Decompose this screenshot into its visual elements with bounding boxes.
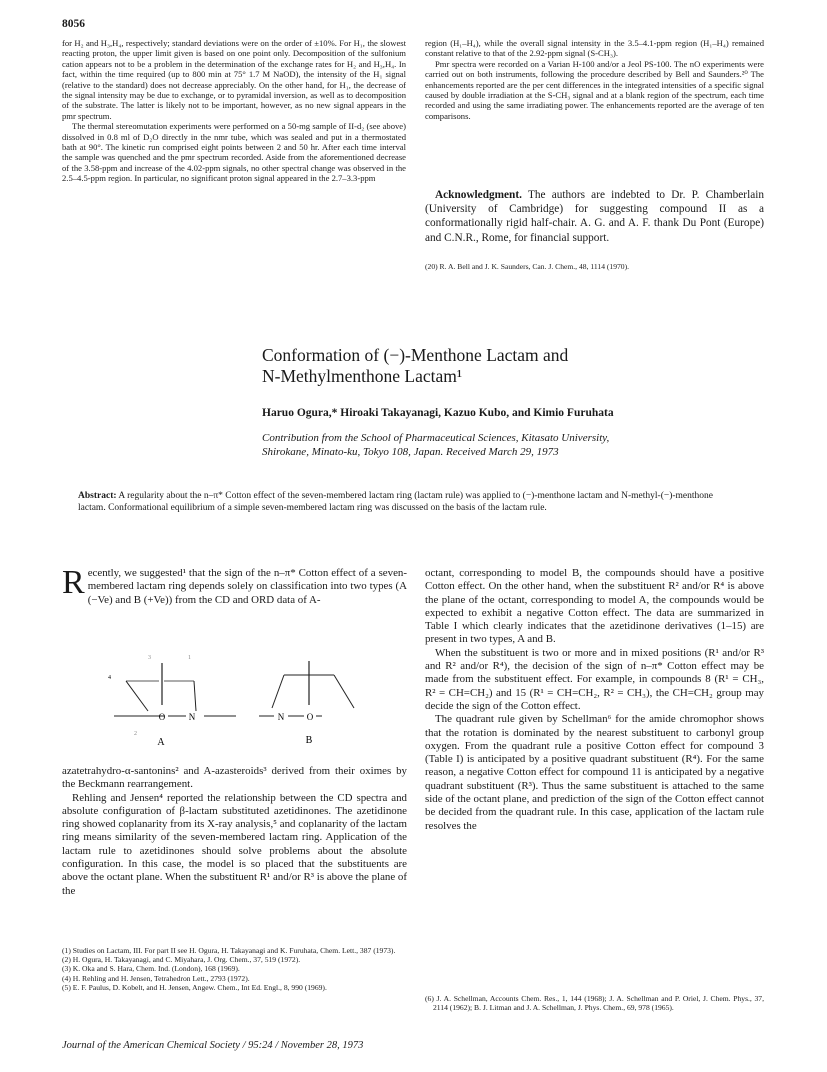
left-paragraph-2: Rehling and Jensen⁴ reported the relationship between the CD spectra and absolute configuration of β-lactam substituted azetidinones. The azetidinone ring showed coplanarity from its X-ray analysis,⁵ and coplanarity of the lactam ring means similarity of the seven-membered lactam ring. Application of the lactam rule to azetidinones should solve problems about the absolute configuration. In this case, the model is so placed that the substituents are above the octant plane. When the substituent R¹ and/or R³ is above the plane of the: [62, 791, 407, 897]
model-a-nitrogen: N: [188, 712, 196, 722]
reference-5: (5) E. F. Paulus, D. Kobelt, and H. Jensen, Angew. Chem., Int Ed. Engl., 8, 990 (1969).: [62, 982, 327, 992]
title-line-1: Conformation of (−)-Menthone Lactam and: [262, 345, 569, 365]
page-number: 8056: [62, 18, 85, 30]
top-left-paragraph-1: for H₂ and H₃,H₄, respectively; standard deviations were on the order of ±10%. For H₁, the slowest reacting proton, the upper limit given is based on one point only. Decomposition of the sulfonium cation appears not to be a problem in the determination of the exchange rates for H₂ and H₃,H₄. In fact, within the time required (up to 800 min at 75° 1.7 M NaOD), the intensity of the H₁ signal (relative to the standard) does not decrease appreciably. On the other hand, for H₁, the decrease of the signal intensity may be due to exchange, or to pyramidal inversion, as well as to decomposition of the substrate. The latter is likely not to be important, however, as no new signal appears in the pmr spectrum.: [62, 38, 406, 121]
model-a-position-4: 4: [108, 675, 111, 681]
intro-paragraph: [62, 564, 407, 607]
acknowledgment: [425, 188, 764, 245]
journal-footer: Journal of the American Chemical Society / 95:24 / November 28, 1973: [62, 1040, 364, 1051]
reference-1: (1) Studies on Lactam, III. For part II see H. Ogura, H. Takayanagi and K. Furuhata, Chem. Lett., 387 (1973).: [62, 946, 396, 955]
reference-3: (3) K. Oka and S. Hara, Chem. Ind. (London), 168 (1969).: [62, 964, 240, 974]
model-b-diagram: [259, 661, 354, 746]
left-references: [62, 946, 407, 992]
lactam-model-figure: [104, 643, 404, 748]
reference-20-text: (20) R. A. Bell and J. K. Saunders, Can. J. Chem., 48, 1114 (1970).: [425, 262, 630, 271]
title-line-2: N-Methylmenthone Lactam¹: [262, 366, 463, 386]
left-column-body: [62, 765, 407, 898]
top-right-paragraph-2: Pmr spectra were recorded on a Varian H-100 and/or a Jeol PS-100. The nO experiments were carried out on both instruments, following the procedure described by Bell and Saunders.²⁰ The enhancements reported are the per cent differences in the integrated intensities of a specific signal caused by double irradiation at the S-CH₃ signal and at a blank region of the spectrum, each time recorded and using the same irradiating power. The enhancements reported are the average of ten comparisons.: [425, 58, 764, 121]
right-paragraph-3: The quadrant rule given by Schellman⁶ for the amide chromophor shows that the rotation is dominated by the nearest substituent to carbonyl group oxygen. From the quadrant rule a positive Cotton effect for compound 3 (Table I) is anticipated by a positive quadrant substituent (R⁴). For the same reason, a negative Cotton effect for compound 11 is anticipated by a negative quadrant substituent (R³). Thus the same substituent is attached to the same side of the octant plane, and prediction of the sign of the Cotton effect cannot be decided from the quadrant rule. In this case, application of the lactam rule resolves the: [425, 713, 764, 832]
abstract-heading: Abstract:: [78, 491, 117, 501]
right-references: [425, 994, 764, 1012]
model-a-position-2: 2: [134, 731, 137, 737]
drop-cap: R: [62, 564, 85, 601]
reference-20: [425, 262, 764, 271]
article-title: [262, 345, 568, 387]
reference-6: (6) J. A. Schellman, Accounts Chem. Res., 1, 144 (1968); J. A. Schellman and P. Oriel, J. Chem. Phys., 37, 2114 (1962); B. J. Litman and J. A. Schellman, J. Phys. Chem., 69, 978 (1965).: [425, 994, 764, 1013]
reference-2: (2) H. Ogura, H. Takayanagi, and C. Miyahara, J. Org. Chem., 37, 519 (1972).: [62, 955, 301, 965]
top-right-column: [425, 38, 764, 121]
affiliation: [262, 431, 609, 459]
model-a-diagram: [108, 655, 236, 748]
model-a-position-1: 1: [188, 655, 191, 661]
right-paragraph-2: When the substituent is two or more and in mixed positions (R¹ and/or R³ and R² and/or R⁴), the decision of the sign of n–π* Cotton effect may be made from the substituent effect. For example, in compounds 8 (R¹ = CH₃, R² = CH=CH₂) and 15 (R¹ = CH=CH₂, R² = CH₃), the CH=CH₂ group may decide the sign of the Cotton effect.: [425, 646, 764, 712]
model-a-position-3: 3: [148, 655, 151, 661]
top-left-paragraph-2: The thermal stereomutation experiments were performed on a 50-mg sample of II-d₂ (see above) dissolved in 0.8 ml of D₂O directly in the nmr tube, which was sealed and put in a thermostated bath at 90°. The kinetic run comprised eight points between 2 and 50 hr. After each time interval the sample was quenched and the pmr spectrum recorded. Aside from the aforementioned decrease of the 3.58-ppm and increase of the 4.02-ppm signals, no other spectral change was observed in the 2.5–4.5-ppm region. In particular, no significant proton signal appeared in the 2.7–3.3-ppm: [62, 121, 406, 184]
acknowledgment-text: The authors are indebted to Dr. P. Chamberlain (University of Cambridge) for suggesting compound II as a conformationally rigid half-chair. A. G. and A. F. thank Du Pont (Europe) and C.N.R., Rome, for financial support.: [425, 189, 765, 244]
reference-4: (4) H. Rehling and H. Jensen, Tetrahedron Lett., 2793 (1972).: [62, 973, 250, 983]
right-paragraph-1: octant, corresponding to model B, the compounds should have a positive Cotton effect. On the other hand, when the substituent R² and/or R⁴ is above the plane of the octant, corresponding to model A, the compounds would be expected to exhibit a negative Cotton effect. The data are summarized in Table I which clearly indicates that the azetidinone derivatives (1–15) are present in two types, A and B.: [425, 567, 764, 646]
acknowledgment-heading: Acknowledgment.: [435, 189, 522, 201]
model-b-nitrogen: N: [277, 712, 285, 722]
intro-text: ecently, we suggested¹ that the sign of the n–π* Cotton effect of a seven-membered lactam ring depends solely on classification into two types (A (−Ve) and B (+Ve)) from the CD and ORD data of A-: [87, 567, 407, 606]
right-column-body: [425, 567, 764, 833]
top-left-column: [62, 38, 406, 184]
left-paragraph-1: azatetrahydro-α-santonins² and A-azasteroids³ derived from their oximes by the Beckmann rearrangement.: [62, 765, 407, 791]
authors: Haruo Ogura,* Hiroaki Takayanagi, Kazuo Kubo, and Kimio Furuhata: [262, 407, 614, 419]
top-right-paragraph-1: region (H₁–H₄), while the overall signal intensity in the 3.5–4.1-ppm region (H₁–H₄) remained constant relative to that of the 2.92-ppm signal (S-CH₃).: [425, 38, 764, 59]
affiliation-line-1: Contribution from the School of Pharmaceutical Sciences, Kitasato University,: [262, 432, 610, 444]
model-b-label: B: [305, 735, 313, 746]
model-b-oxygen: O: [306, 712, 314, 722]
model-a-oxygen: O: [158, 712, 166, 722]
abstract: [78, 491, 718, 515]
abstract-text: A regularity about the n–π* Cotton effect of the seven-membered lactam ring (lactam rule) was applied to (−)-menthone lactam and N-methyl-(−)-menthone lactam. Conformational equilibrium of a simple seven-membered lactam ring was discussed on the basis of the lactam rule.: [78, 491, 714, 513]
model-a-label: A: [157, 737, 165, 748]
affiliation-line-2: Shirokane, Minato-ku, Tokyo 108, Japan. Received March 29, 1973: [262, 446, 559, 458]
